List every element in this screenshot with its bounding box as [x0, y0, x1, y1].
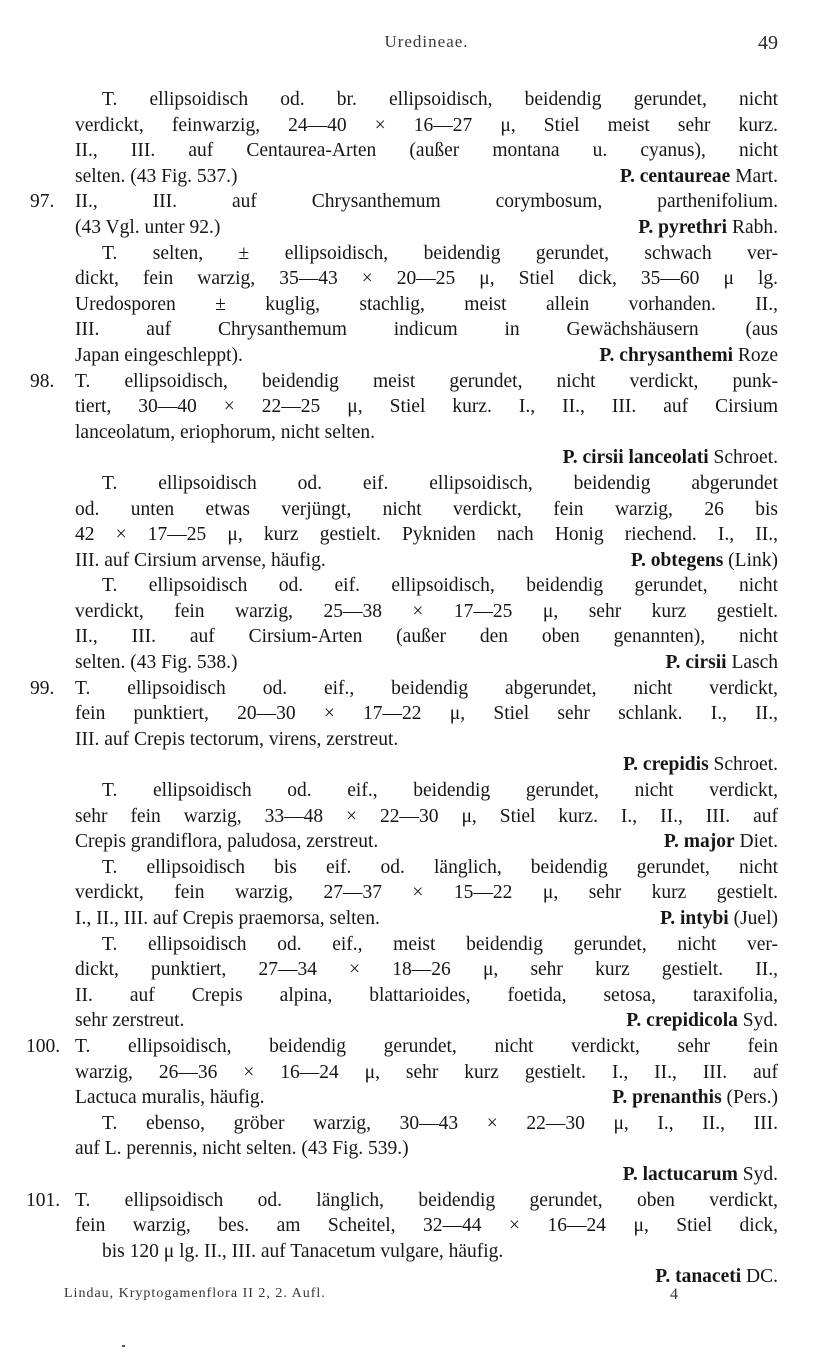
species-author: Rabh.: [731, 216, 778, 238]
species-author: Roze: [737, 344, 778, 366]
species-citation: [666, 650, 778, 676]
text-line: [30, 676, 778, 702]
line-text: verdickt, fein warzig, 27—37 × 15—22 μ, sehr kurz gestielt.: [75, 882, 778, 904]
species-name: P. tanaceti: [655, 1266, 742, 1288]
text-line: [75, 778, 778, 804]
line-text: T. ellipsoidisch od. br. ellipsoidisch, beidendig gerundet, nicht: [102, 89, 778, 110]
species-citation: [626, 1008, 778, 1034]
text-line: [75, 138, 778, 164]
species-citation: [623, 754, 778, 775]
text-line: [75, 957, 778, 983]
species-citation: [631, 548, 778, 574]
line-text: lanceolatum, eriophorum, nicht selten.: [75, 421, 375, 443]
text-line: [75, 215, 778, 241]
species-author: Schroet.: [713, 447, 778, 469]
entry-number: 98.: [30, 370, 55, 392]
species-name: P. lactucarum: [622, 1163, 738, 1185]
entry-number: 99.: [30, 677, 55, 699]
line-text: dickt, punktiert, 27—34 × 18—26 μ, sehr kurz gestielt. II.,: [75, 959, 778, 981]
entry-number: 100.: [26, 1035, 61, 1057]
line-text: selten. (43 Fig. 538.): [75, 652, 238, 674]
text-line: [75, 573, 778, 599]
running-header: [75, 32, 778, 62]
text-line: [75, 1085, 778, 1111]
footer-source: Lindau, Kryptogamenflora II 2, 2. Aufl.: [64, 1286, 326, 1301]
text-line: [75, 1136, 778, 1162]
line-text: T. ellipsoidisch od. eif., beidendig gerundet, nicht verdickt,: [102, 780, 778, 802]
text-line: [75, 1060, 778, 1086]
text-line: [75, 1239, 778, 1265]
species-citation: [660, 906, 778, 932]
line-text: T. ellipsoidisch od. eif. ellipsoidisch, beidendig gerundet, nicht: [102, 575, 778, 597]
line-text: Lactuca muralis, häufig.: [75, 1087, 265, 1109]
text-line: [75, 727, 778, 753]
species-citation: [638, 215, 778, 241]
text-line: [75, 906, 778, 932]
species-author: (Juel): [733, 908, 778, 929]
species-citation: [563, 447, 778, 468]
page-footer: [64, 1286, 678, 1306]
text-line: [75, 87, 778, 113]
text-line: [75, 1111, 778, 1137]
line-text: T. ellipsoidisch, beidendig meist gerundet, nicht verdickt, punk-: [75, 370, 778, 392]
text-line: [75, 804, 778, 830]
line-text: T. ellipsoidisch od. eif., beidendig abgerundet, nicht verdickt,: [75, 677, 778, 699]
line-text: od. unten etwas verjüngt, nicht verdickt, fein warzig, 26 bis: [75, 498, 778, 520]
species-name: P. cirsii: [665, 652, 727, 674]
text-line: [75, 471, 778, 497]
text-line: [75, 880, 778, 906]
line-text: III. auf Crepis tectorum, virens, zerstreut.: [75, 728, 399, 750]
line-text: warzig, 26—36 × 16—24 μ, sehr kurz gestielt. I., II., III. auf: [75, 1061, 778, 1083]
line-text: fein punktiert, 20—30 × 17—22 μ, Stiel sehr schlank. I., II.,: [75, 703, 778, 725]
line-text: selten. (43 Fig. 537.): [75, 165, 238, 187]
line-text: verdickt, feinwarzig, 24—40 × 16—27 μ, Stiel meist sehr kurz.: [75, 114, 778, 136]
text-line: [75, 317, 778, 343]
species-name: P. crepidis: [623, 754, 709, 776]
text-line: [75, 829, 778, 855]
running-title: Uredineae.: [384, 32, 469, 51]
text-line: [30, 369, 778, 395]
line-text: Crepis grandiflora, paludosa, zerstreut.: [75, 831, 379, 853]
line-text: I., II., III. auf Crepis praemorsa, selten.: [75, 908, 380, 929]
line-text: dickt, fein warzig, 35—43 × 20—25 μ, Stiel dick, 35—60 μ lg.: [75, 268, 778, 290]
text-line: [75, 497, 778, 523]
print-speck: [122, 1345, 125, 1347]
text-line: [75, 1008, 778, 1034]
line-text: (43 Vgl. unter 92.): [75, 216, 221, 238]
line-text: II., III. auf Centaurea-Arten (außer montana u. cyanus), nicht: [75, 140, 778, 162]
species-citation: [664, 829, 778, 855]
text-line: [75, 983, 778, 1009]
line-text: T. ellipsoidisch bis eif. od. länglich, beidendig gerundet, nicht: [102, 856, 778, 878]
text-line: [75, 1213, 778, 1239]
species-citation: [655, 1266, 778, 1287]
species-author: Mart.: [735, 165, 778, 187]
text-line: [26, 1034, 778, 1060]
line-text: T. ellipsoidisch, beidendig gerundet, nicht verdickt, sehr fein: [75, 1035, 778, 1057]
species-name: P. centaureae: [619, 165, 731, 187]
text-line: [75, 522, 778, 548]
line-text: II., III. auf Cirsium-Arten (außer den oben genannten), nicht: [75, 626, 778, 648]
species-author: Lasch: [731, 652, 778, 674]
species-author: Diet.: [739, 831, 778, 853]
line-text: III. auf Chrysanthemum indicum in Gewächshäusern (aus: [75, 319, 778, 341]
species-citation: [612, 1085, 778, 1111]
line-text: tiert, 30—40 × 22—25 μ, Stiel kurz. I., II., III. auf Cirsium: [75, 396, 778, 418]
text-line: [30, 189, 778, 215]
body-text: [26, 87, 778, 1290]
line-text: T. ellipsoidisch od. eif. ellipsoidisch, beidendig abgerundet: [102, 472, 778, 494]
species-name: P. major: [663, 831, 735, 853]
species-name: P. obtegens: [630, 549, 724, 571]
page-number: 49: [758, 32, 778, 54]
text-line: [75, 855, 778, 881]
species-citation: [623, 1164, 778, 1185]
text-line: [75, 932, 778, 958]
text-line: [75, 113, 778, 139]
text-line: [75, 752, 778, 778]
species-name: P. intybi: [660, 908, 729, 929]
text-line: [75, 624, 778, 650]
text-line: [75, 548, 778, 574]
line-text: II., III. auf Chrysanthemum corymbosum, parthenifolium.: [75, 191, 778, 213]
text-line: [75, 394, 778, 420]
species-author: (Pers.): [726, 1087, 778, 1109]
line-text: T. ellipsoidisch od. eif., meist beidendig gerundet, nicht ver-: [102, 933, 778, 955]
signature-mark: 4: [670, 1286, 678, 1303]
text-line: [75, 292, 778, 318]
species-citation: [620, 164, 778, 190]
species-author: (Link): [728, 549, 778, 571]
line-text: III. auf Cirsium arvense, häufig.: [75, 549, 326, 571]
line-text: T. selten, ± ellipsoidisch, beidendig gerundet, schwach ver-: [102, 242, 778, 264]
line-text: sehr zerstreut.: [75, 1010, 185, 1032]
line-text: 42 × 17—25 μ, kurz gestielt. Pykniden nach Honig riechend. I., II.,: [75, 524, 778, 546]
line-text: verdickt, fein warzig, 25—38 × 17—25 μ, sehr kurz gestielt.: [75, 600, 778, 622]
species-name: P. crepidicola: [626, 1010, 738, 1032]
text-line: [75, 1162, 778, 1188]
text-line: [75, 343, 778, 369]
species-author: Schroet.: [713, 754, 778, 776]
line-text: fein warzig, bes. am Scheitel, 32—44 × 16—24 μ, Stiel dick,: [75, 1215, 778, 1237]
text-line: [75, 164, 778, 190]
text-line: [75, 445, 778, 471]
text-line: [26, 1188, 778, 1214]
species-author: DC.: [746, 1266, 778, 1288]
entry-number: 101.: [26, 1189, 61, 1211]
text-line: [75, 266, 778, 292]
text-line: [75, 241, 778, 267]
species-citation: [599, 343, 778, 369]
line-text: II. auf Crepis alpina, blattarioides, foetida, setosa, taraxifolia,: [75, 984, 778, 1006]
text-line: [75, 420, 778, 446]
species-author: Syd.: [742, 1163, 778, 1185]
species-name: P. chrysanthemi: [599, 344, 734, 366]
text-line: [75, 701, 778, 727]
species-name: P. pyrethri: [638, 216, 728, 238]
species-name: P. cirsii lanceolati: [562, 447, 709, 469]
entry-number: 97.: [30, 191, 55, 213]
text-line: [75, 599, 778, 625]
line-text: T. ellipsoidisch od. länglich, beidendig gerundet, oben verdickt,: [75, 1189, 778, 1211]
line-text: sehr fein warzig, 33—48 × 22—30 μ, Stiel kurz. I., II., III. auf: [75, 805, 778, 827]
species-name: P. prenanthis: [612, 1087, 722, 1109]
text-line: [75, 650, 778, 676]
line-text: bis 120 μ lg. II., III. auf Tanacetum vulgare, häufig.: [102, 1240, 504, 1262]
line-text: T. ebenso, gröber warzig, 30—43 × 22—30 μ, I., II., III.: [102, 1112, 778, 1134]
line-text: auf L. perennis, nicht selten. (43 Fig. 539.): [75, 1138, 409, 1160]
line-text: Japan eingeschleppt).: [75, 344, 243, 366]
species-author: Syd.: [742, 1010, 778, 1032]
line-text: Uredosporen ± kuglig, stachlig, meist allein vorhanden. II.,: [75, 293, 778, 315]
